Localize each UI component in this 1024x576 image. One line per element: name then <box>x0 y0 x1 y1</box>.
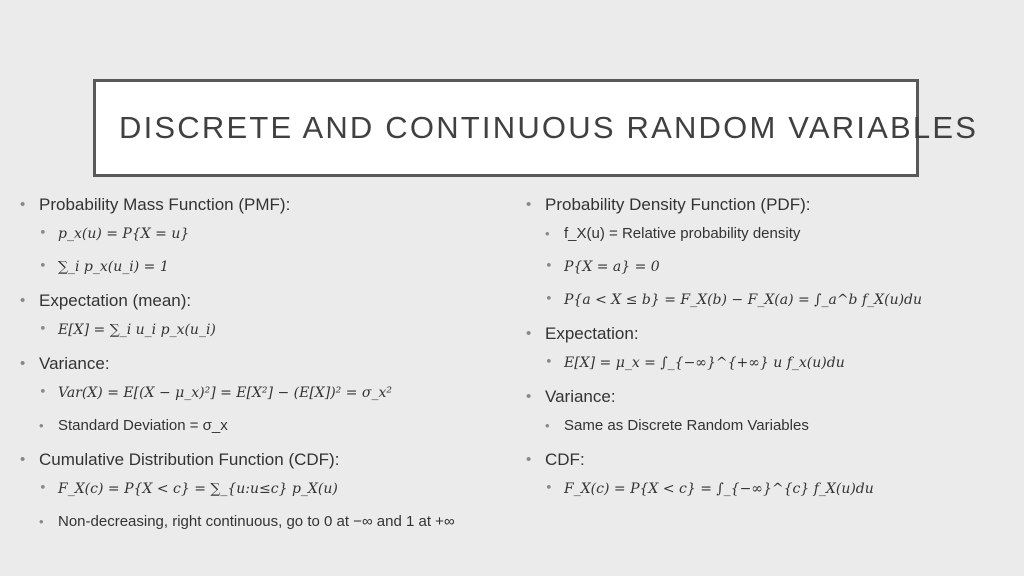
slide-title: DISCRETE AND CONTINUOUS RANDOM VARIABLES <box>119 110 979 145</box>
pmf-heading: • Probability Mass Function (PMF): <box>20 193 500 217</box>
right-expectation-item-1: • E[X] = μ_x = ∫_{−∞}^{+∞} u f_x(u)du <box>526 352 1006 374</box>
pdf-heading: • Probability Density Function (PDF): <box>526 193 1006 217</box>
title-box <box>93 79 979 177</box>
right-variance-item-1: • Same as Discrete Random Variables <box>526 415 1006 437</box>
expectation-item-1: • E[X] = ∑_i u_i p_x(u_i) <box>20 319 500 341</box>
right-cdf-item-1: • F_X(c) = P{X < c} = ∫_{−∞}^{c} f_X(u)du <box>526 478 1006 500</box>
right-variance-heading: • Variance: <box>526 385 1006 409</box>
cdf-heading: • Cumulative Distribution Function (CDF): <box>20 448 500 472</box>
right-column <box>526 190 1006 511</box>
variance-item-1: • Var(X) = E[(X − μ_x)²] = E[X²] − (E[X])² = σ_x² <box>20 382 500 404</box>
pdf-item-2: • P{X = a} = 0 <box>526 256 1006 278</box>
pmf-item-1: • p_x(u) = P{X = u} <box>20 223 500 245</box>
cdf-item-1: • F_X(c) = P{X < c} = ∑_{u:u≤c} p_X(u) <box>20 478 500 500</box>
right-cdf-heading: • CDF: <box>526 448 1006 472</box>
right-expectation-heading: • Expectation: <box>526 322 1006 346</box>
pmf-item-2: • ∑_i p_x(u_i) = 1 <box>20 256 500 278</box>
left-column <box>20 190 500 544</box>
pdf-item-1: • f_X(u) = Relative probability density <box>526 223 1006 245</box>
expectation-heading: • Expectation (mean): <box>20 289 500 313</box>
variance-heading: • Variance: <box>20 352 500 376</box>
variance-item-2: • Standard Deviation = σ_x <box>20 415 500 437</box>
pdf-item-3: • P{a < X ≤ b} = F_X(b) − F_X(a) = ∫_a^b f_X(u)du <box>526 289 1006 311</box>
cdf-item-2: • Non-decreasing, right continuous, go to 0 at −∞ and 1 at +∞ <box>20 511 500 533</box>
